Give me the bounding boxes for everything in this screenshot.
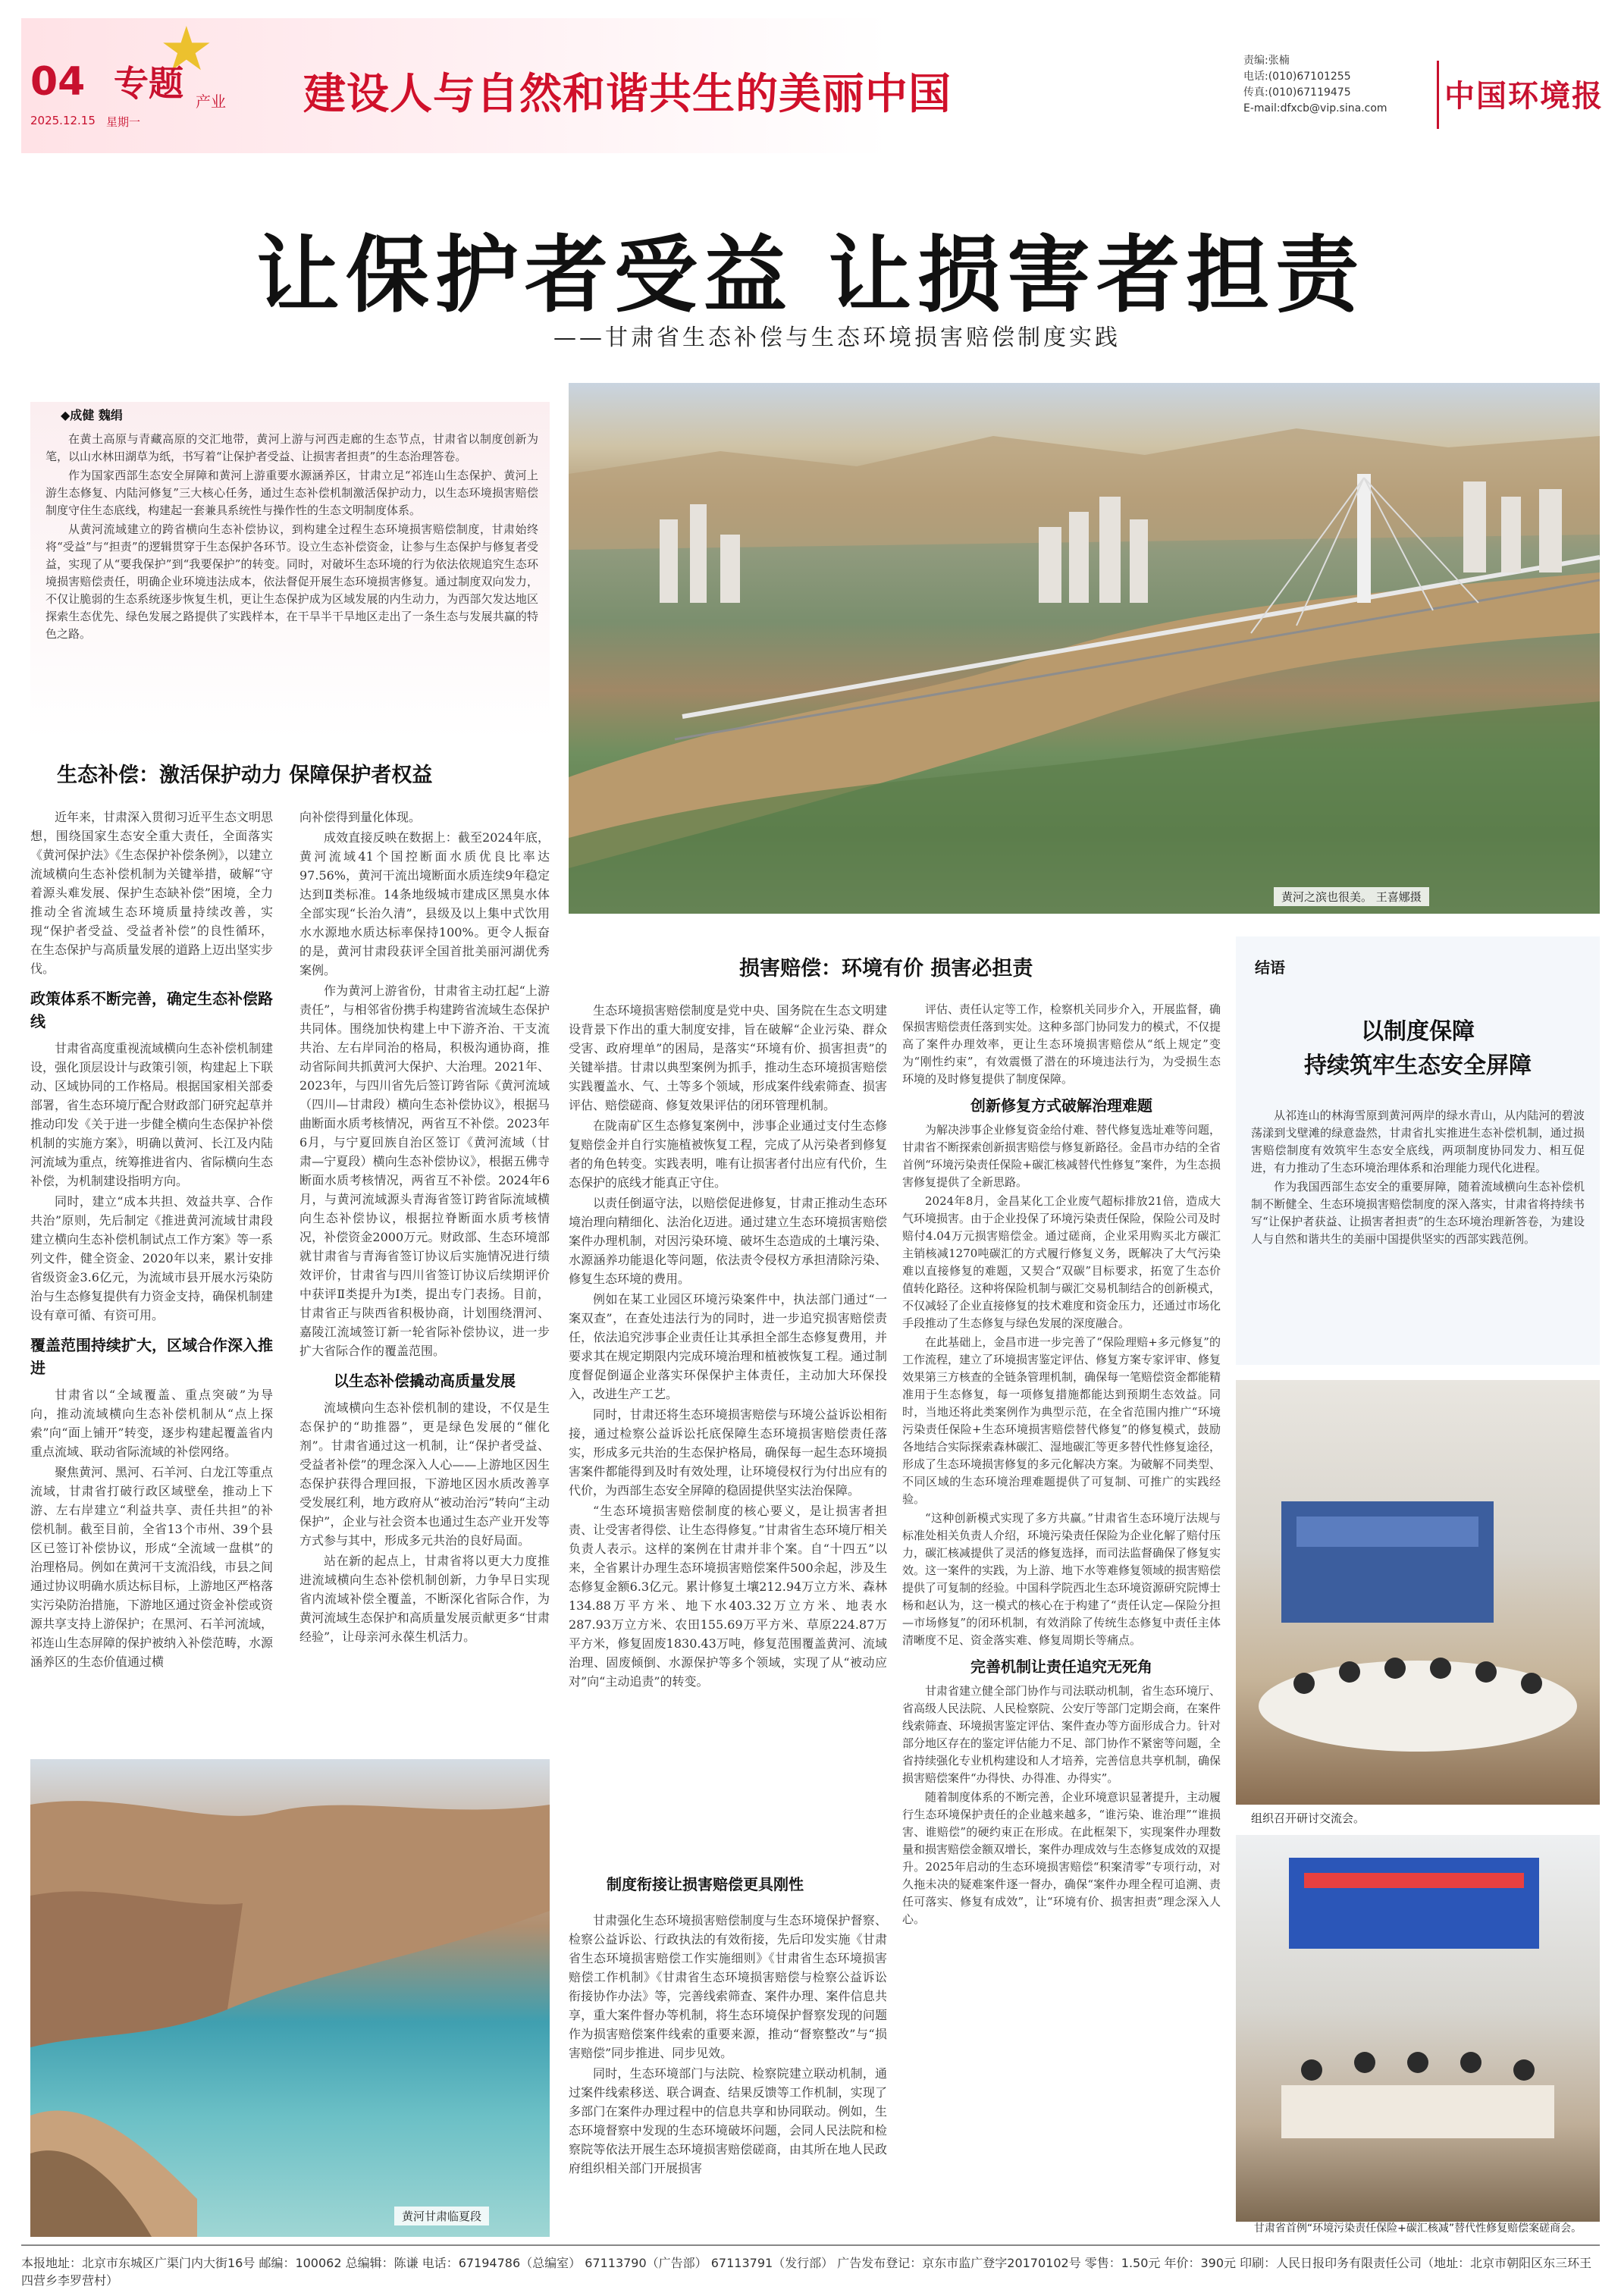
editor-name: 责编:张楠: [1243, 55, 1290, 67]
intro-text: [45, 431, 538, 645]
photo-caption: 甘肃省首例“环境污染责任保险+碳汇核减”替代性修复赔偿案磋商会。: [1253, 2222, 1582, 2235]
text-column-1: [30, 808, 273, 1673]
paragraph: 甘肃省以“全域覆盖、重点突破”为导向，推动流域横向生态补偿机制从“点上探索”向“面上铺开”转变，逐步构建起覆盖省内重点流域、联动省际流域的补偿网络。: [30, 1388, 273, 1459]
paragraph: “生态环境损害赔偿制度的核心要义，是让损害者担责、让受害者得偿、让生态得修复。”甘肃省生态环境厅相关负责人表示。这样的案例在甘肃并非个案。自“十四五”以来，全省累计办理生态环境损害赔偿案件500余起，涉及生态修复金额6.3亿元。累计修复土壤212.94万立方米、森林134.88万平方米、地下水403.32万立方米、地表水287.93万立方米、农田155.69万平方米、草原224.87万平方米，修复固废1830.43万吨，修复范围覆盖黄河、流域治理、固废倾倒、水源保护等多个领域，实现了从“被动应对”向“主动追责”的转变。: [569, 1504, 887, 1689]
paragraph: 作为黄河上游省份，甘肃省主动扛起“上游责任”，与相邻省份携手构建跨省流域生态保护共同体。围绕加快构建上中下游齐治、干支流共治、左右岸同治的格局，积极沟通协商，推动省际间共抓黄河大保护、大治理。2021年、2023年，与四川省先后签订跨省际《黄河流域（四川—甘肃段）横向生态补偿协议》，根据马曲断面水质考核情况，两省互不补偿。2023年6月，与宁夏回族自治区签订《黄河流域（甘肃—宁夏段）横向生态补偿协议》，根据五佛寺断面水质考核情况，两省互不补偿。2024年6月，与黄河流域源头青海省签订跨省际流域横向生态补偿协议，根据拉脊断面水质考核情况，补偿资金2000万元。财政部、生态环境部就甘肃省与青海省签订协议后实施情况进行绩效评价，甘肃省与四川省签订协议后续期评价中获评Ⅱ类提升为Ⅰ类，提出专门表扬。目前，甘肃省正与陕西省积极协商，计划围绕渭河、嘉陵江流域签订新一轮省际补偿协议，进一步扩大省际合作的覆盖范围。: [299, 983, 550, 1358]
editor-phone: 电话:(010)67101255: [1243, 71, 1351, 83]
editor-fax: 传真:(010)67119475: [1243, 86, 1351, 99]
paragraph: 随着制度体系的不断完善，企业环境意识显著提升，主动履行生态环境保护责任的企业越来越多，“谁污染、谁治理”“谁损害、谁赔偿”的硬约束正在形成。在此框架下，实现案件办理数量和损害赔偿金额双增长，案件办理成效与生态修复成效的双提升。2025年启动的生态环境损害赔偿“积案清零”专项行动，对久拖未决的疑难案件逐一督办，确保“案件办理全程可追溯、责任可落实、修复有成效”，让“环境有价、损害担责”理念深入人心。: [902, 1790, 1221, 1926]
subsection-heading: 覆盖范围持续扩大，区域合作深入推进: [30, 1336, 273, 1377]
paragraph: 以责任倒逼守法，以赔偿促进修复，甘肃正推动生态环境治理向精细化、法治化迈进。通过建立生态环境损害赔偿案件办理机制，对因污染环境、破坏生态造成的土壤污染、水源涵养功能退化等问题，依法责令侵权方承担清除污染、修复生态环境的费用。: [569, 1196, 887, 1286]
header-slogan: 建设人与自然和谐共生的美丽中国: [303, 70, 952, 119]
conclusion-text: [1251, 1107, 1585, 1250]
paragraph: 作为我国西部生态安全的重要屏障，随着流域横向生态补偿机制不断健全、生态环境损害赔偿制度的深入落实，甘肃省将持续书写“让保护者获益、让损害者担责”的生态环境治理新答卷，为建设人与自然和谐共生的美丽中国提供坚实的西部实践范例。: [1251, 1180, 1585, 1246]
editor-email: E-mail:dfxcb@vip.sina.com: [1243, 102, 1387, 114]
paragraph: 生态环境损害赔偿制度是党中央、国务院在生态文明建设背景下作出的重大制度安排，旨在破解“企业污染、群众受害、政府埋单”的困局，是落实“环境有价、损害担责”的关键举措。甘肃以典型案例为抓手，推动生态环境损害赔偿实践覆盖水、气、土等多个领域，形成案件线索筛查、损害评估、赔偿磋商、修复效果评估的闭环管理机制。: [569, 1003, 887, 1112]
newspaper-logo: 中国环境报: [1444, 78, 1604, 114]
subsection-heading: 创新修复方式破解治理难题: [970, 1096, 1152, 1115]
linxia-lake-photo: [30, 1759, 550, 2237]
paragraph: 近年来，甘肃深入贯彻习近平生态文明思想，围绕国家生态安全重大责任，全面落实《黄河保护法》《生态保护补偿条例》，以建立流域横向生态补偿机制为关键举措，破解“守着源头难发展、保护生态缺补偿”困境，全力推动全省流域生态环境质量持续改善，实现“保护者受益、受益者补偿”的良性循环，在生态保护与高质量发展的道路上迈出坚实步伐。: [30, 810, 274, 976]
paragraph: 同时，建立“成本共担、效益共享、合作共治”原则，先后制定《推进黄河流域甘肃段建立横向生态补偿机制试点工作方案》等一系列文件，健全资金、2020年以来，累计安排省级资金3.6亿元，为流域市县开展水污染防治与生态修复提供有力资金支持，确保机制建设有章可循、有资可用。: [30, 1194, 274, 1322]
subsection-heading: 以生态补偿撬动高质量发展: [334, 1372, 516, 1390]
photo-caption: 组织召开研讨交流会。: [1243, 1808, 1372, 1827]
yellow-river-photo: [569, 383, 1600, 914]
paragraph: 流域横向生态补偿机制的建设，不仅是生态保护的“助推器”，更是绿色发展的“催化剂”。甘肃省通过这一机制，让“保护者受益、受益者补偿”的理念深入人心——上游地区因生态保护获得合理回报，下游地区因水质改善享受发展红利，地方政府从“被动治污”转向“主动保护”，企业与社会资本也通过生态产业开发等方式参与其中，形成多元共治的良好局面。: [299, 1400, 550, 1548]
section-heading: 损害赔偿：环境有价 损害必担责: [739, 957, 1033, 980]
footer-info: 本报地址：北京市东城区广渠门内大街16号 邮编：100062 总编辑：陈谦 电话：67194786（总编室） 67113790（广告部） 67113791（发行部） 广告发布登记：京东市监广登字20170102号 零售：1.50元 年价：390元 印刷：人民日报印务有限责任公司（地址：北京市朝阳区东三环王四营乡李罗营村）: [21, 2244, 1600, 2288]
section-heading: 生态补偿：激活保护动力 保障保护者权益: [57, 764, 433, 787]
paragraph: 成效直接反映在数据上：截至2024年底，黄河流域41个国控断面水质优良比率达97.56%，黄河干流出境断面水质连续9年稳定达到Ⅱ类标准。14条地级城市建成区黑臭水体全部实现“长治久清”，县级及以上集中式饮用水水源地水质达标率保持100%。更令人振奋的是，黄河甘肃段获评全国首批美丽河湖优秀案例。: [299, 830, 550, 977]
conclusion-title-line2: 持续筑牢生态安全屏障: [1304, 1052, 1532, 1079]
conclusion-label: 结语: [1255, 958, 1285, 977]
text-column-3b: [569, 1911, 887, 2179]
river-scene: [569, 383, 1600, 914]
paragraph: 同时，生态环境部门与法院、检察院建立联动机制，通过案件线索移送、联合调查、结果反馈等工作机制，实现了多部门在案件办理过程中的信息共享和协同联动。例如，生态环境督察中发现的生态环境破坏问题，会同人民法院和检察院等依法开展生态环境损害赔偿磋商，由其所在地人民政府组织相关部门开展损害: [569, 2066, 887, 2175]
paragraph: 甘肃省高度重视流域横向生态补偿机制建设，强化顶层设计与政策引领，构建起上下联动、区域协同的工作格局。根据国家相关部委部署，省生态环境厅配合财政部门研究起草并推动印发《关于进一步健全横向生态保护补偿机制的实施方案》，明确以黄河、长江及内陆河流域为重点，统筹推进省内、省际横向生态补偿，为机制建设指明方向。: [30, 1041, 274, 1188]
article-title: 让保护者受益 让损害者担责: [256, 226, 1365, 324]
meeting-room-scene: [1236, 1380, 1600, 1805]
paragraph: 2024年8月，金昌某化工企业废气超标排放21倍，造成大气环境损害。由于企业投保了环境污染责任保险，保险公司及时赔付4.04万元损害赔偿金。通过磋商，企业采用购买北方碳汇主销核减1270吨碳汇的方式履行修复义务，既解决了大气污染难以直接修复的难题，又契合“双碳”目标要求，拓宽了生态价值转化路径。这种将保险机制与碳汇交易机制结合的创新模式，不仅减轻了企业直接修复的技术难度和资金压力，还通过市场化手段推动了生态修复与绿色发展的深度融合。: [902, 1194, 1221, 1330]
intro-paragraph: 从黄河流域建立的跨省横向生态补偿协议，到构建全过程生态环境损害赔偿制度，甘肃始终将“受益”与“担责”的逻辑贯穿于生态保护各环节。设立生态补偿资金，让参与生态保护与修复者受益，实现了从“要我保护”到“我要保护”的转变。同时，对破坏生态环境的行为依法依规追究生态环境损害赔偿责任，明确企业环境违法成本，依法督促开展生态环境损害修复。通过制度双向发力，不仅让脆弱的生态系统逐步恢复生机，更让生态保护成为区域发展的内生动力，为西部欠发达地区探索生态优先、绿色发展之路提供了实践样本，在干旱半干旱地区走出了一条生态与发展共赢的特色之路。: [45, 522, 538, 641]
star-icon: ★: [159, 14, 214, 84]
text-column-3: [569, 1001, 887, 1692]
paragraph: “这种创新模式实现了多方共赢。”甘肃省生态环境厅法规与标准处相关负责人介绍，环境污染责任保险为企业化解了赔付压力，碳汇核减提供了灵活的修复选择，而司法监督确保了修复实效。这一案件的实践，为上游、地下水等难修复领域的损害赔偿提供了可复制的经验。中国科学院西北生态环境资源研究院博士杨和赵认为，这一模式的核心在于构建了“责任认定—保险分担—市场修复”的闭环机制，有效消除了传统生态修复中责任主体清晰度不足、资金落实难、修复周期长等痛点。: [902, 1511, 1221, 1647]
issue-date: 2025.12.15: [30, 114, 96, 127]
lake-scene: [30, 1759, 550, 2237]
consultation-photo: [1236, 1835, 1600, 2222]
paragraph: 同时，甘肃还将生态环境损害赔偿与环境公益诉讼相衔接，通过检察公益诉讼托底保障生态环境损害赔偿责任落实，形成多元共治的生态保护格局，确保每一起生态环境损害案件都能得到及时有效处理，让环境侵权行为付出应有的代价，为西部生态安全屏障的稳固提供坚实法治保障。: [569, 1407, 887, 1498]
paragraph: 评估、责任认定等工作，检察机关同步介入，开展监督，确保损害赔偿责任落到实处。这种多部门协同发力的模式，不仅提高了案件办理效率，更让生态环境损害赔偿从“纸上规定”变为“刚性约束”，有效震慑了潜在的环境违法行为，为受损生态环境的及时修复提供了制度保障。: [902, 1002, 1221, 1086]
paragraph: 例如在某工业园区环境污染案件中，执法部门通过“一案双查”，在查处违法行为的同时，进一步追究损害赔偿责任，依法追究涉事企业责任让其承担全部生态修复费用，并要求其在规定期限内完成环境治理和植被恢复工程。通过制度督促倒逼企业落实环保保护主体责任，主动加大环保投入，改进生产工艺。: [569, 1292, 887, 1401]
paragraph: 在陇南矿区生态修复案例中，涉事企业通过支付生态修复赔偿金并自行实施植被恢复工程，完成了从污染者到修复者的角色转变。实践表明，唯有让损害者付出应有代价，生态保护的底线才能真正守住。: [569, 1118, 887, 1190]
author-byline: ◆成健 魏绢: [61, 408, 123, 422]
editor-info: [1243, 53, 1425, 117]
seminar-photo: [1236, 1380, 1600, 1805]
issue-weekday: 星期一: [106, 115, 141, 129]
subsection-heading: 制度衔接让损害赔偿更具刚性: [607, 1875, 804, 1893]
subsection-heading: 政策体系不断完善，确定生态补偿路线: [30, 990, 273, 1030]
paragraph: 站在新的起点上，甘肃省将以更大力度推进流域横向生态补偿机制创新，力争早日实现省内流域补偿全覆盖，不断深化省际合作，为黄河流域生态保护和高质量发展贡献更多“甘肃经验”，让母亲河永葆生机活力。: [299, 1554, 550, 1644]
photo-caption: 黄河甘肃临夏段: [394, 2207, 489, 2225]
page-number: 04: [30, 59, 86, 105]
article-subtitle: ——甘肃省生态补偿与生态环境损害赔偿制度实践: [553, 325, 1121, 351]
header-divider: [1437, 61, 1439, 129]
subsection-heading: 完善机制让责任追究无死角: [970, 1658, 1152, 1676]
paragraph: 甘肃强化生态环境损害赔偿制度与生态环境保护督察、检察公益诉讼、行政执法的有效衔接，先后印发实施《甘肃省生态环境损害赔偿工作实施细则》《甘肃省生态环境损害赔偿工作机制》《甘肃省生态环境损害赔偿与检察公益诉讼衔接协作办法》等，完善线索筛查、案件办理、案件信息共享，重大案件督办等机制，将生态环境保护督察发现的问题作为损害赔偿案件线索的重要来源，推动“督察整改”与“损害赔偿”同步推进、同步见效。: [569, 1913, 887, 2060]
conclusion-title-line1: 以制度保障: [1361, 1018, 1475, 1045]
section-label: 专题: [114, 63, 183, 104]
paragraph: 从祁连山的林海雪原到黄河两岸的绿水青山，从内陆河的碧波荡漾到戈壁滩的绿意盎然，甘肃省扎实推进生态补偿机制，通过损害赔偿制度有效筑牢生态安全底线，两项制度协同发力、相互促进，有力推动了生态环境治理体系和治理能力现代化进程。: [1251, 1109, 1585, 1175]
intro-paragraph: 作为国家西部生态安全屏障和黄河上游重要水源涵养区，甘肃立足“祁连山生态保护、黄河上游生态修复、内陆河修复”三大核心任务，通过生态补偿机制激活保护动力，以生态环境损害赔偿制度守住生态底线，构建起一套兼具系统性与操作性的生态文明制度体系。: [45, 469, 538, 517]
intro-paragraph: 在黄土高原与青藏高原的交汇地带，黄河上游与河西走廊的生态节点，甘肃省以制度创新为笔，以山水林田湖草为纸，书写着“让保护者受益、让损害者担责”的生态治理答卷。: [45, 432, 538, 463]
paragraph: 甘肃省建立健全部门协作与司法联动机制，省生态环境厅、省高级人民法院、人民检察院、公安厅等部门定期会商，在案件线索筛查、环境损害鉴定评估、案件查办等方面形成合力。针对部分地区存在的鉴定评估能力不足、部门协作不紧密等问题，全省持续强化专业机构建设和人才培养，完善信息共享机制，确保损害赔偿案件“办得快、办得准、办得实”。: [902, 1684, 1221, 1785]
section-sublabel: 产业: [196, 93, 226, 111]
paragraph: 向补偿得到量化体现。: [299, 810, 422, 824]
text-column-2: [299, 808, 550, 1648]
paragraph: 聚焦黄河、黑河、石羊河、白龙江等重点流域，甘肃省打破行政区域壁垒，推动上下游、左右岸建立“利益共享、责任共担”的补偿机制。截至目前，全省13个市州、39个县区已签订补偿协议，形成“全流域一盘棋”的治理格局。例如在黄河干支流沿线，市县之间通过协议明确水质达标目标，上游地区严格落实污染防治措施，下游地区通过资金补偿或资源共享支持上游保护；在黑河、石羊河流域，祁连山生态屏障的保护被纳入补偿范畴，水源涵养区的生态价值通过横: [30, 1465, 274, 1669]
paragraph: 为解决涉事企业修复资金给付难、替代修复选址难等问题，甘肃省不断探索创新损害赔偿与修复新路径。金昌市办结的全省首例“环境污染责任保险+碳汇核减替代性修复”案件，为生态损害修复提供了全新思路。: [902, 1123, 1221, 1189]
paragraph: 在此基础上，金昌市进一步完善了“保险理赔+多元修复”的工作流程，建立了环境损害鉴定评估、修复方案专家评审、修复效果第三方核查的全链条管理机制，确保每一笔赔偿资金都能精准用于生态修复，每一项修复措施都能达到预期生态效益。同时，当地还将此类案例作为典型示范，在全省范围内推广“环境污染责任保险+生态环境损害赔偿替代修复”的修复模式，鼓励各地结合实际探索森林碳汇、湿地碳汇等更多替代性修复途径，形成了生态环境损害修复的多元化解决方案。为破解不同类型、不同区域的生态环境治理难题提供了可复制、可推广的实践经验。: [902, 1335, 1221, 1506]
photo-caption: 黄河之滨也很美。 王喜娜摄: [1274, 887, 1429, 906]
conference-scene: [1236, 1835, 1600, 2222]
text-column-4: [902, 1001, 1221, 1930]
